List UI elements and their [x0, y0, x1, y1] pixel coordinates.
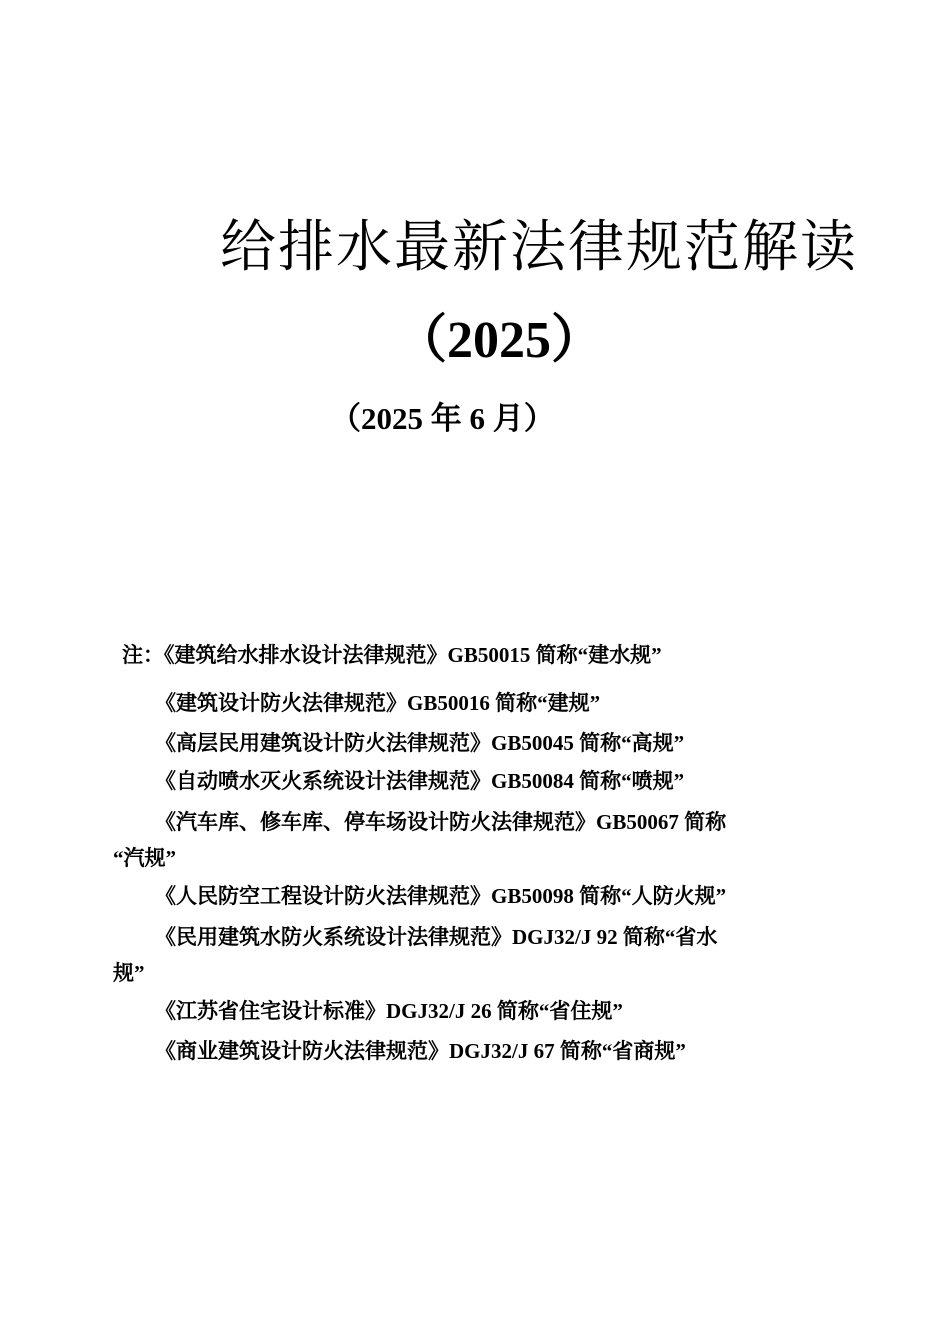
- note-line: 《高层民用建筑设计防火法律规范》GB50045 简称“高规”: [155, 731, 685, 755]
- note-line: 规”: [113, 961, 145, 985]
- note-line: “汽规”: [113, 846, 176, 870]
- note-line: 《建筑设计防火法律规范》GB50016 简称“建规”: [155, 691, 601, 715]
- document-year: （2025）: [395, 312, 604, 369]
- note-line: 《民用建筑水防火系统设计法律规范》DGJ32/J 92 简称“省水: [155, 925, 718, 949]
- note-line: 《商业建筑设计防火法律规范》DGJ32/J 67 简称“省商规”: [155, 1039, 686, 1063]
- note-line: 注：《建筑给水排水设计法律规范》GB50015 简称“建水规”: [122, 643, 662, 667]
- note-line: 《自动喷水灭火系统设计法律规范》GB50084 简称“喷规”: [155, 769, 685, 793]
- note-line: 《江苏省住宅设计标准》DGJ32/J 26 简称“省住规”: [155, 999, 623, 1023]
- note-line: 《汽车库、修车库、停车场设计防火法律规范》GB50067 简称: [155, 810, 727, 834]
- document-date: （2025 年 6 月）: [330, 401, 555, 436]
- document-title: 给排水最新法律规范解读: [220, 215, 858, 280]
- note-line: 《人民防空工程设计防火法律规范》GB50098 简称“人防火规”: [155, 884, 727, 908]
